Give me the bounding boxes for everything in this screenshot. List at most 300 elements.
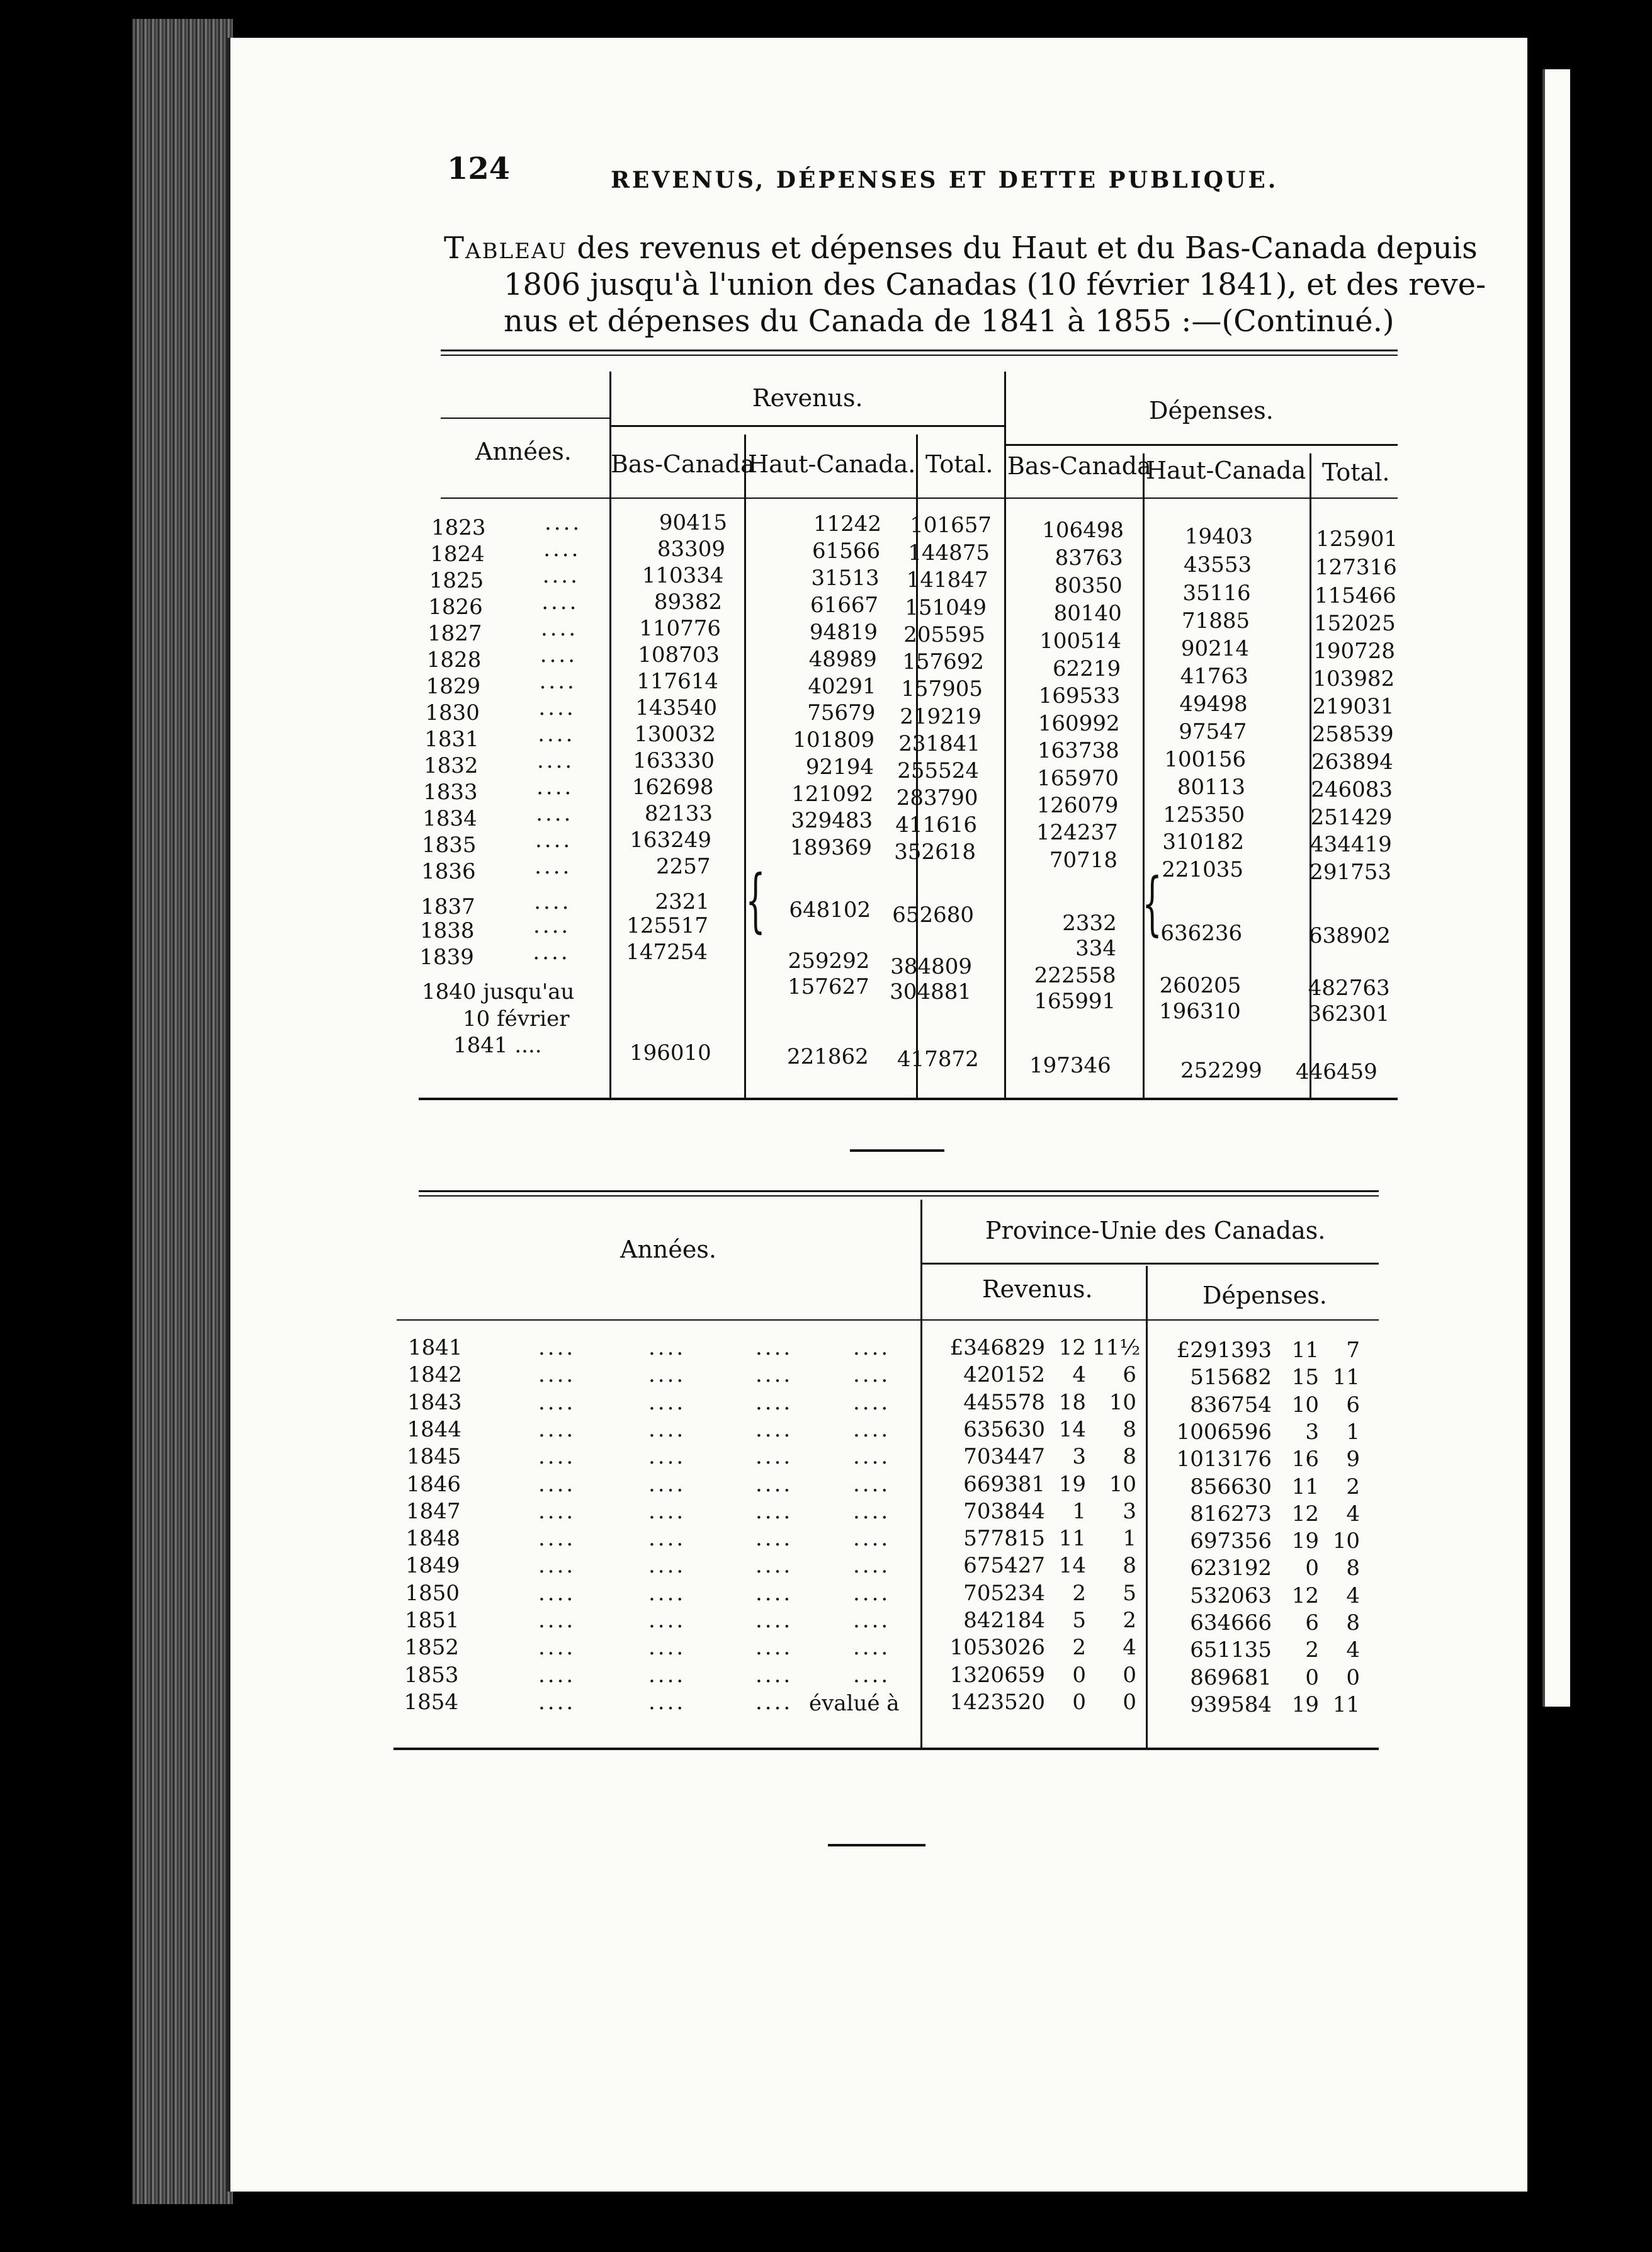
table2-depenses-header: Dépenses. xyxy=(1202,1282,1327,1309)
table1-rev-total: 141847 xyxy=(906,567,988,593)
table1-rev-haut: 648102 xyxy=(789,897,871,923)
table1-rev-total: 157905 xyxy=(901,676,983,702)
table2-rev-shillings: 19 xyxy=(1058,1471,1086,1497)
table1-top-rule-2 xyxy=(441,355,1398,356)
table1-year: 1831 xyxy=(424,727,479,752)
table1-year: 1824 xyxy=(430,542,485,567)
table1-dots: .... xyxy=(540,642,578,668)
table2-year: 1852 xyxy=(404,1635,460,1661)
table2-rev-pounds: 675427 xyxy=(963,1553,1045,1579)
table1-dep-haut-canada-header: Haut-Canada xyxy=(1146,457,1306,484)
table1-rev-total: 231841 xyxy=(898,731,980,756)
table2-year: 1854 xyxy=(404,1689,459,1715)
table2-dots-2: .... xyxy=(648,1553,686,1579)
table2-dep-pounds: £291393 xyxy=(1176,1338,1272,1363)
table2-dep-pounds: 697356 xyxy=(1190,1528,1272,1554)
table2-dots-1: .... xyxy=(538,1689,576,1715)
table1-dep-total: 246083 xyxy=(1311,777,1393,802)
table1-rev-haut: 48989 xyxy=(808,646,877,672)
table2-year: 1845 xyxy=(407,1444,461,1470)
table1-rev-haut: 259292 xyxy=(788,948,870,974)
table2-dots-4: .... xyxy=(853,1635,891,1661)
table2-dep-pounds: 623192 xyxy=(1190,1555,1272,1581)
table2-dep-pence: 4 xyxy=(1346,1501,1360,1527)
table1-last-year-line-2: 10 février xyxy=(463,1006,570,1032)
section-separator xyxy=(850,1149,944,1152)
table1-dep-total: 291753 xyxy=(1310,860,1391,885)
table1-dep-total: 434419 xyxy=(1310,832,1392,857)
table1-depenses-rule xyxy=(1004,444,1398,446)
table1-dep-haut: 125350 xyxy=(1163,802,1245,827)
table1-revenus-header: Revenus. xyxy=(752,384,863,412)
table2-col-divider-2 xyxy=(1146,1266,1148,1748)
table1-dots: .... xyxy=(535,827,573,853)
table2-bottom-rule xyxy=(393,1748,1379,1750)
table2-year: 1849 xyxy=(405,1553,460,1579)
table1-dep-bas: 163738 xyxy=(1038,738,1119,764)
table1-dep-haut: 41763 xyxy=(1180,664,1248,689)
table1-dots: .... xyxy=(535,854,572,879)
table1-last-dep-total: 446459 xyxy=(1296,1059,1378,1084)
table2-top-rule-2 xyxy=(419,1195,1379,1197)
table2-rev-pounds: 703447 xyxy=(963,1444,1045,1470)
table2-rev-shillings: 14 xyxy=(1058,1416,1086,1442)
table1-rev-bas: 108703 xyxy=(638,642,720,668)
table2-dep-shillings: 2 xyxy=(1305,1637,1319,1663)
table2-dots-4: .... xyxy=(853,1389,891,1415)
table2-dots-2: .... xyxy=(648,1335,686,1360)
table1-rev-bas: 2321 xyxy=(655,889,710,914)
table1-dep-total: 251429 xyxy=(1310,804,1393,830)
table1-year: 1830 xyxy=(425,700,480,725)
table2-dots-3: .... xyxy=(755,1389,793,1415)
table1-dep-total: 258539 xyxy=(1311,722,1394,747)
title-line-1-text: des revenus et dépenses du Haut et du Bas-Canada depuis xyxy=(567,230,1478,266)
table1-rev-haut: 31513 xyxy=(811,566,880,591)
table2-dots-1: .... xyxy=(538,1608,576,1633)
table2-dep-pounds: 1013176 xyxy=(1176,1447,1272,1472)
table1-depenses-brace: { xyxy=(1142,863,1162,943)
table2-dep-pence: 8 xyxy=(1346,1555,1360,1581)
table1-dep-total: 152025 xyxy=(1314,611,1396,636)
table2-dots-3: .... xyxy=(755,1662,793,1688)
table1-dots: .... xyxy=(538,695,576,720)
table2-dep-shillings: 12 xyxy=(1291,1583,1319,1608)
table1-header-rule xyxy=(441,498,1398,499)
table1-bas-canada-header: Bas-Canada xyxy=(611,450,755,478)
table1-dep-haut: 636236 xyxy=(1160,921,1243,946)
table2-dots-2: .... xyxy=(648,1416,686,1442)
table2-dots-4: .... xyxy=(853,1608,891,1633)
table1-last-year-line-1: 1840 jusqu'au xyxy=(422,979,575,1004)
table1-dep-haut: 80113 xyxy=(1177,775,1245,800)
table2-rev-pence: 3 xyxy=(1123,1498,1136,1524)
table2-rev-pounds: 577815 xyxy=(963,1526,1045,1552)
table2-rev-shillings: 3 xyxy=(1072,1444,1086,1470)
table2-year: 1853 xyxy=(404,1662,459,1688)
table1-dep-haut: 260205 xyxy=(1159,973,1242,998)
table2-dots-3: .... xyxy=(755,1689,793,1715)
table2-rev-pounds: 842184 xyxy=(963,1608,1045,1633)
table1-last-rev-haut: 221862 xyxy=(787,1044,869,1069)
table1-rev-total: 255524 xyxy=(897,758,979,783)
table2-rev-shillings: 1 xyxy=(1072,1498,1086,1524)
table2-year: 1846 xyxy=(406,1471,461,1497)
table1-rev-bas: 82133 xyxy=(644,801,713,826)
table1-dots: .... xyxy=(541,589,579,615)
table2-rev-shillings: 12 xyxy=(1058,1335,1086,1360)
table2-dep-pence: 10 xyxy=(1332,1528,1360,1554)
table2-rev-pence: 0 xyxy=(1123,1662,1136,1688)
table1-dep-bas: 106498 xyxy=(1042,518,1124,543)
table1-dep-bas: 80140 xyxy=(1053,601,1122,627)
table2-dots-1: .... xyxy=(538,1526,576,1552)
table2-year: 1844 xyxy=(407,1416,462,1442)
table1-dots: .... xyxy=(542,563,580,588)
table2-province-rule xyxy=(922,1263,1379,1265)
table1-dep-total: 482763 xyxy=(1308,975,1390,1001)
table1-dep-haut: 100156 xyxy=(1164,747,1247,772)
table1-rev-bas: 163330 xyxy=(633,748,715,773)
table2-year: 1848 xyxy=(405,1526,461,1552)
table2-dots-3: .... xyxy=(755,1444,793,1470)
table1-dep-haut: 35116 xyxy=(1182,580,1251,606)
table2-rev-shillings: 0 xyxy=(1072,1689,1086,1715)
table1-dots: .... xyxy=(536,775,574,800)
table1-year: 1827 xyxy=(427,621,482,646)
table1-dots: .... xyxy=(539,669,577,694)
table1-rev-haut: 11242 xyxy=(813,511,881,537)
table2-dep-shillings: 11 xyxy=(1291,1338,1319,1363)
table2-rev-shillings: 14 xyxy=(1058,1553,1086,1579)
table2-dep-pence: 0 xyxy=(1346,1664,1360,1690)
table2-header-rule xyxy=(397,1319,1379,1321)
table1-dep-haut: 71885 xyxy=(1182,608,1250,634)
table2-dots-4: .... xyxy=(853,1526,891,1552)
table1-year: 1836 xyxy=(421,859,476,884)
table2-rev-pence: 10 xyxy=(1109,1389,1136,1415)
table2-dep-pence: 4 xyxy=(1346,1637,1360,1663)
table2-dots-4: .... xyxy=(853,1444,891,1470)
table2-year: 1842 xyxy=(407,1362,463,1388)
table1-dep-bas: 160992 xyxy=(1038,710,1120,736)
table2-rev-pounds: 1320659 xyxy=(949,1662,1045,1688)
facing-page-edge xyxy=(1542,69,1570,1707)
table1-rev-haut: 61566 xyxy=(812,538,881,564)
table2-dots-2: .... xyxy=(648,1362,686,1388)
table2-rev-pence: 8 xyxy=(1123,1444,1136,1470)
table2-dep-pounds: 515682 xyxy=(1190,1365,1272,1390)
page-end-rule xyxy=(828,1844,925,1846)
book-page xyxy=(227,38,1527,2192)
table2-dots-3: .... xyxy=(755,1335,793,1360)
table1-rev-haut: 61667 xyxy=(810,593,879,618)
table2-year: 1843 xyxy=(407,1389,462,1415)
table1-last-rev-total: 417872 xyxy=(897,1047,979,1072)
table1-dep-bas: 70718 xyxy=(1049,848,1117,873)
table2-dep-pence: 4 xyxy=(1346,1583,1360,1608)
table1-rev-total: 304881 xyxy=(890,979,971,1005)
table1-rev-bas: 110776 xyxy=(639,616,721,641)
table2-dots-1: .... xyxy=(538,1498,576,1524)
table1-year: 1828 xyxy=(426,647,482,673)
table2-dep-pounds: 816273 xyxy=(1190,1501,1272,1527)
table2-dep-shillings: 15 xyxy=(1291,1365,1319,1390)
table2-dep-shillings: 19 xyxy=(1291,1692,1319,1717)
table1-dots: .... xyxy=(536,801,574,826)
table1-dep-bas: 80350 xyxy=(1054,573,1123,599)
table2-dep-pence: 8 xyxy=(1346,1610,1360,1635)
table1-rev-bas: 110334 xyxy=(642,563,724,588)
table2-dots-1: .... xyxy=(538,1335,576,1360)
table1-dep-bas: 100514 xyxy=(1039,628,1121,654)
table2-dots-1: .... xyxy=(538,1444,576,1470)
table1-haut-canada-header: Haut-Canada. xyxy=(748,450,916,478)
table1-last-year-line-3: 1841 .... xyxy=(453,1033,542,1058)
table2-rev-shillings: 5 xyxy=(1072,1608,1086,1633)
table1-dep-bas: 62219 xyxy=(1053,656,1121,681)
table2-col-divider-1 xyxy=(920,1200,922,1748)
table1-dots: .... xyxy=(537,748,575,773)
table1-dots: .... xyxy=(543,537,581,562)
table1-rev-bas: 130032 xyxy=(634,722,716,747)
table2-dots-4: .... xyxy=(853,1416,891,1442)
table1-depenses-header: Dépenses. xyxy=(1149,397,1274,424)
table1-rev-total: 219219 xyxy=(900,703,982,729)
table1-dep-total: 103982 xyxy=(1313,666,1395,691)
table1-dep-bas: 165970 xyxy=(1037,766,1119,791)
title-lead: Tableau xyxy=(444,230,568,266)
table1-dep-bas: 2332 xyxy=(1062,911,1117,936)
table2-dots-1: .... xyxy=(538,1580,576,1606)
table1-year: 1823 xyxy=(431,515,486,540)
table1-dep-total: 219031 xyxy=(1312,694,1395,719)
table2-dots-3: .... xyxy=(755,1362,793,1388)
table2-rev-pounds: 705234 xyxy=(963,1580,1045,1606)
table2-dep-shillings: 0 xyxy=(1305,1664,1319,1690)
table1-dots: .... xyxy=(534,889,572,914)
table2-year: 1850 xyxy=(405,1580,460,1606)
table2-rev-pence: 4 xyxy=(1123,1635,1136,1661)
table2-dots-4: .... xyxy=(853,1580,891,1606)
table2-dep-pence: 11 xyxy=(1332,1692,1360,1717)
table1-dep-total: 127316 xyxy=(1315,555,1397,580)
table2-dep-pounds: 532063 xyxy=(1190,1583,1272,1608)
book-spine xyxy=(132,19,233,2204)
table2-dep-shillings: 12 xyxy=(1291,1501,1319,1527)
table1-year: 1838 xyxy=(420,918,475,943)
table2-dots-2: .... xyxy=(648,1662,686,1688)
table2-rev-pounds: 445578 xyxy=(963,1389,1045,1415)
table1-dots: .... xyxy=(545,510,582,535)
table2-revenus-header: Revenus. xyxy=(982,1275,1093,1303)
table2-dots-3: .... xyxy=(755,1608,793,1633)
table1-rev-bas: 143540 xyxy=(635,695,717,720)
table2-dep-pence: 1 xyxy=(1346,1419,1360,1445)
page-number: 124 xyxy=(447,151,511,186)
table1-rev-haut: 329483 xyxy=(791,808,873,834)
table2-dep-pounds: 651135 xyxy=(1190,1637,1272,1663)
table1-rev-haut: 101809 xyxy=(793,727,875,753)
table2-dots-1: .... xyxy=(538,1553,576,1579)
table1-rev-haut: 92194 xyxy=(805,754,874,780)
table2-dots-2: .... xyxy=(648,1471,686,1497)
table1-year: 1833 xyxy=(423,780,478,805)
table1-revenus-rule xyxy=(611,425,1004,427)
table1-dep-haut: 19403 xyxy=(1184,524,1253,549)
table1-rev-bas: 89382 xyxy=(653,589,722,615)
table2-rev-pounds: 1423520 xyxy=(949,1689,1045,1715)
table1-dep-bas: 169533 xyxy=(1038,683,1121,709)
table2-rev-shillings: 4 xyxy=(1072,1362,1086,1388)
table2-dep-shillings: 11 xyxy=(1291,1474,1319,1499)
table2-rev-pounds: 420152 xyxy=(963,1362,1045,1388)
table1-dep-haut: 221035 xyxy=(1162,857,1243,882)
table1-rev-haut: 40291 xyxy=(808,673,876,699)
table1-year: 1826 xyxy=(428,594,483,620)
running-head: REVENUS, DÉPENSES ET DETTE PUBLIQUE. xyxy=(611,167,1279,193)
table1-rev-bas: 117614 xyxy=(636,669,718,694)
table2-evalue-label: évalué à xyxy=(809,1690,900,1716)
table2-dep-pence: 2 xyxy=(1346,1474,1360,1499)
table2-dep-pounds: 634666 xyxy=(1190,1610,1272,1635)
table1-dep-total: 125901 xyxy=(1316,526,1398,552)
table1-dep-total-header: Total. xyxy=(1322,458,1390,486)
table1-rev-total: 352618 xyxy=(894,839,976,865)
table2-dep-pounds: 836754 xyxy=(1190,1392,1272,1418)
table1-total-header: Total. xyxy=(925,450,993,478)
table1-year: 1835 xyxy=(422,833,477,858)
table2-dep-pounds: 856630 xyxy=(1190,1474,1272,1499)
table2-rev-pounds: 669381 xyxy=(963,1471,1045,1497)
table2-dots-2: .... xyxy=(648,1526,686,1552)
table1-dep-bas: 126079 xyxy=(1036,793,1119,819)
table1-rev-haut: 75679 xyxy=(807,700,876,726)
table1-top-rule xyxy=(441,350,1398,351)
table1-year: 1837 xyxy=(421,894,475,919)
table2-dots-2: .... xyxy=(648,1498,686,1524)
table2-dep-pence: 6 xyxy=(1346,1392,1360,1418)
table2-dots-4: .... xyxy=(853,1335,891,1360)
table1-annees-rule xyxy=(441,418,611,419)
table2-year: 1841 xyxy=(408,1335,463,1360)
table1-dots: .... xyxy=(541,616,579,641)
table1-rev-total: 151049 xyxy=(905,594,987,620)
table2-dots-2: .... xyxy=(648,1608,686,1633)
table1-rev-total: 101657 xyxy=(910,513,992,538)
table1-annees-header: Années. xyxy=(475,438,572,465)
table2-dep-pence: 11 xyxy=(1332,1365,1360,1390)
table2-dots-1: .... xyxy=(538,1635,576,1661)
table2-rev-pence: 5 xyxy=(1123,1580,1136,1606)
table1-rev-total: 157692 xyxy=(902,649,984,675)
table1-dep-total: 190728 xyxy=(1313,639,1395,664)
table2-rev-pence: 0 xyxy=(1123,1689,1136,1715)
table1-dep-total: 263894 xyxy=(1311,749,1393,775)
table1-dep-total: 115466 xyxy=(1315,583,1396,608)
table2-dots-4: .... xyxy=(853,1662,891,1688)
table1-year: 1825 xyxy=(429,568,484,593)
table1-dots: .... xyxy=(533,913,571,938)
table2-dots-4: .... xyxy=(853,1362,891,1388)
table-title-line-1 xyxy=(444,230,1478,266)
table1-dots: .... xyxy=(538,722,575,747)
table1-rev-haut: 189369 xyxy=(790,835,872,860)
table1-bottom-rule xyxy=(419,1098,1398,1100)
table2-rev-pounds: £346829 xyxy=(949,1335,1045,1360)
table1-rev-haut: 157627 xyxy=(788,974,869,999)
table1-dep-total: 638902 xyxy=(1309,923,1391,948)
table2-annees-header: Années. xyxy=(620,1236,716,1263)
table2-dep-shillings: 0 xyxy=(1305,1555,1319,1581)
table2-dots-3: .... xyxy=(755,1416,793,1442)
table1-dep-bas: 124237 xyxy=(1036,820,1118,846)
table1-dep-bas-canada-header: Bas-Canada xyxy=(1007,452,1151,480)
table2-top-rule xyxy=(419,1190,1379,1192)
table2-dots-3: .... xyxy=(755,1471,793,1497)
table1-rev-total: 411616 xyxy=(895,812,977,838)
table2-rev-shillings: 0 xyxy=(1072,1662,1086,1688)
table1-rev-total: 384809 xyxy=(890,953,972,979)
table1-last-dep-bas: 197346 xyxy=(1029,1053,1111,1078)
table1-dep-bas: 165991 xyxy=(1034,988,1116,1014)
table2-dep-pence: 9 xyxy=(1346,1447,1360,1472)
table2-dots-4: .... xyxy=(853,1471,891,1497)
table2-dep-shillings: 6 xyxy=(1305,1610,1319,1635)
table1-rev-bas: 163249 xyxy=(630,827,711,853)
table1-rev-haut: 94819 xyxy=(809,620,878,645)
table2-dep-shillings: 3 xyxy=(1305,1419,1319,1445)
table2-rev-pence: 8 xyxy=(1123,1416,1136,1442)
table2-rev-pounds: 1053026 xyxy=(949,1635,1045,1661)
table2-rev-pence: 2 xyxy=(1123,1608,1136,1633)
table1-rev-bas: 90415 xyxy=(659,510,727,535)
table2-dots-1: .... xyxy=(538,1362,576,1388)
table2-dots-2: .... xyxy=(648,1580,686,1606)
table1-dep-haut: 43553 xyxy=(1184,552,1252,577)
table1-last-dep-haut: 252299 xyxy=(1180,1058,1262,1083)
table1-dep-bas: 222558 xyxy=(1034,962,1116,988)
table2-rev-shillings: 2 xyxy=(1072,1635,1086,1661)
table-title-line-3: nus et dépenses du Canada de 1841 à 1855 :—(Continué.) xyxy=(504,304,1395,339)
table1-last-rev-bas: 196010 xyxy=(630,1040,711,1066)
table1-dep-total: 362301 xyxy=(1308,1001,1390,1026)
table2-dep-pence: 7 xyxy=(1346,1338,1360,1363)
table2-dots-1: .... xyxy=(538,1471,576,1497)
table2-dots-2: .... xyxy=(648,1635,686,1661)
table2-rev-pence: 1 xyxy=(1123,1526,1136,1552)
table2-dots-4: .... xyxy=(853,1498,891,1524)
table2-dots-2: .... xyxy=(648,1689,686,1715)
table2-rev-pence: 11½ xyxy=(1092,1335,1141,1360)
table2-year: 1851 xyxy=(405,1608,460,1633)
table2-rev-shillings: 2 xyxy=(1072,1580,1086,1606)
table1-rev-total: 205595 xyxy=(903,622,985,647)
table2-dots-3: .... xyxy=(755,1498,793,1524)
table2-dots-2: .... xyxy=(648,1389,686,1415)
table1-rev-haut: 121092 xyxy=(791,781,874,807)
table2-dots-2: .... xyxy=(648,1444,686,1470)
table1-dots: .... xyxy=(533,940,570,965)
table1-rev-total: 144875 xyxy=(908,540,990,566)
table1-year: 1834 xyxy=(422,806,477,831)
table2-dep-pounds: 1006596 xyxy=(1176,1419,1272,1445)
table1-dep-haut: 196310 xyxy=(1159,999,1241,1024)
table1-dep-haut: 49498 xyxy=(1179,691,1248,717)
table2-dots-1: .... xyxy=(538,1662,576,1688)
table2-rev-pence: 10 xyxy=(1109,1471,1136,1497)
table1-rev-bas: 2257 xyxy=(655,854,711,879)
